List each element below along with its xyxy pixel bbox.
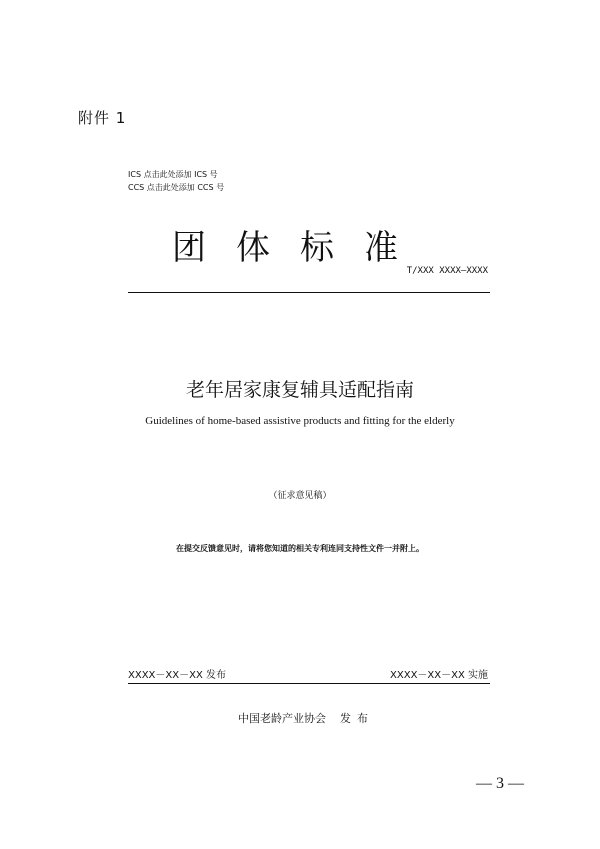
issue-word: 发布	[340, 712, 374, 725]
page-number: — 3 —	[476, 775, 524, 792]
ccs-line: CCS 点击此处添加 CCS 号	[128, 183, 225, 192]
document-title-en: Guidelines of home-based assistive products and fitting for the elderly	[145, 415, 455, 427]
feedback-notice: 在提交反馈意见时，请将您知道的相关专利连同支持性文件一并附上。	[176, 544, 424, 553]
document-title-cn: 老年居家康复辅具适配指南	[185, 379, 414, 401]
issuer-name: 中国老龄产业协会	[238, 712, 326, 725]
standard-type-title: 团体标准	[172, 228, 428, 268]
attachment-label: 附件 1	[78, 109, 127, 127]
publish-date: XXXX－XX－XX 发布	[128, 670, 226, 681]
ics-line: ICS 点击此处添加 ICS 号	[128, 170, 218, 179]
implement-date: XXXX－XX－XX 实施	[390, 670, 488, 681]
footer-divider	[128, 683, 490, 684]
draft-status: （征求意见稿）	[268, 490, 332, 500]
standard-code: T/XXX XXXX—XXXX	[406, 266, 488, 276]
header-divider	[128, 292, 490, 293]
